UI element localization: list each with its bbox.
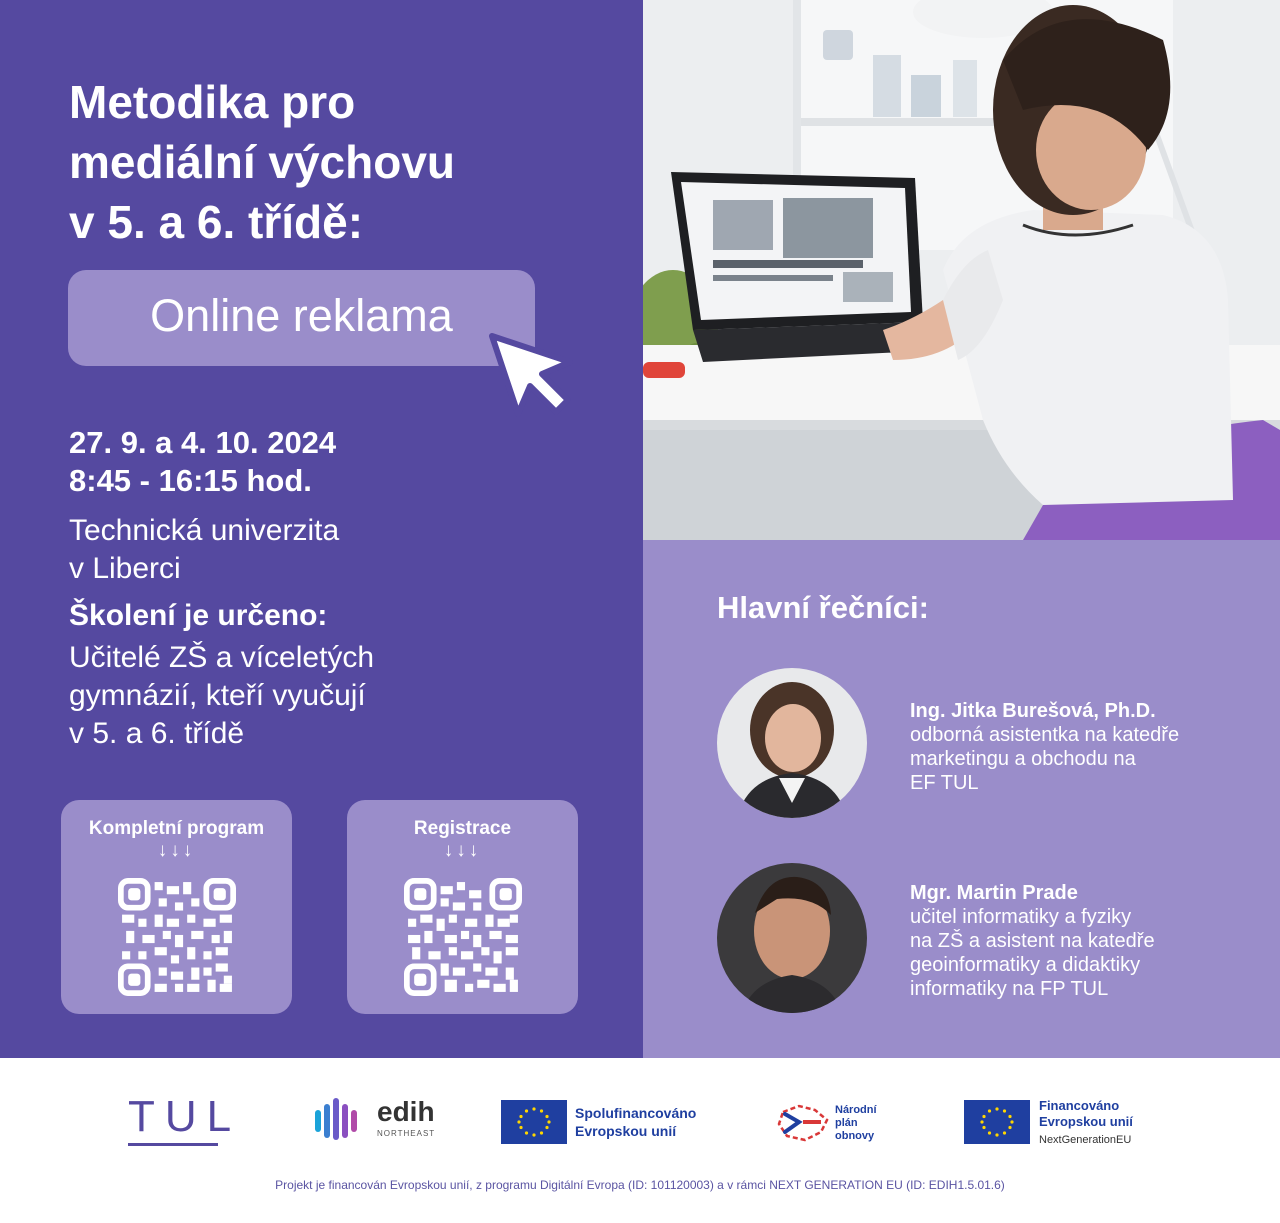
speaker-role-line: na ZŠ a asistent na katedře [910,930,1155,952]
speaker-photo-female [717,668,867,818]
eu-cofunded-text [575,1104,725,1140]
speakers-panel [643,540,1280,1058]
speaker-name: Ing. Jitka Burešová, Ph.D. [910,700,1156,722]
title-line: v 5. a 6. třídě: [69,196,364,248]
audience-line: Učitelé ZŠ a víceletých [69,641,375,674]
eu-nextgen-sub: NextGenerationEU [1039,1134,1132,1146]
audience-heading: Školení je určeno: [69,599,328,632]
footer [0,1058,1280,1223]
eu-nextgen-text [1039,1098,1179,1148]
qr-card-label: Kompletní program [88,818,265,839]
audience-line: v 5. a 6. třídě [69,717,245,750]
avatar [717,863,867,1013]
speaker-role-line: odborná asistentka na katedře [910,724,1180,746]
title-line: Metodika pro [69,76,356,128]
avatar [717,668,867,818]
npo-text-line: Národní [835,1104,877,1116]
edih-bars-icon [315,1098,365,1140]
npo-text [835,1104,895,1143]
venue-line: Technická univerzita [69,514,340,547]
venue [69,512,339,588]
speaker-role-line: EF TUL [910,772,979,794]
audience-text [69,639,374,753]
topic-label: Online reklama [150,290,453,341]
program-qr-card[interactable] [61,800,292,1014]
npo-map-icon [777,1102,829,1144]
left-panel [0,0,643,1058]
speaker-role-line: informatiky na FP TUL [910,978,1109,1000]
speakers-heading: Hlavní řečníci: [717,590,929,625]
speaker-role-line: učitel informatiky a fyziky [910,906,1132,928]
cursor-icon [486,328,578,420]
topic-pill [68,270,535,366]
time-line: 8:45 - 16:15 hod. [69,463,312,498]
eu-flag-icon [964,1100,1030,1144]
eu-text-line: Financováno [1039,1098,1120,1113]
eu-text-line: Spolufinancováno [575,1105,697,1121]
qr-code-icon[interactable] [118,878,236,996]
page-title [69,72,629,252]
edih-logo-text: edih [377,1096,435,1127]
eu-text-line: Evropskou unií [575,1123,677,1139]
funding-footnote: Projekt je financován Evropskou unií, z programu Digitální Evropa (ID: 101120003) a v rámci NEXT GENERATION EU (ID: EDIH1.5.01.6) [275,1178,1005,1192]
npo-text-line: plán [835,1117,858,1129]
venue-line: v Liberci [69,552,181,585]
hero-photo [643,0,1280,540]
tul-logo [128,1094,241,1146]
arrows-down-icon: ↓↓↓ [157,840,196,861]
speaker-photo-male [717,863,867,1013]
qr-code-icon[interactable] [404,878,522,996]
registration-qr-card[interactable] [347,800,578,1014]
date-line: 27. 9. a 4. 10. 2024 [69,425,337,460]
speaker-name: Mgr. Martin Prade [910,882,1078,904]
edih-logo [315,1098,445,1148]
speaker-bio [910,881,1155,1001]
event-date [69,424,336,500]
speaker-role-line: geoinformatiky a didaktiky [910,954,1141,976]
arrows-down-icon: ↓↓↓ [443,840,482,861]
eu-text-line: Evropskou unií [1039,1114,1133,1129]
eu-flag-icon [501,1100,567,1144]
student-laptop-illustration [643,0,1280,540]
edih-logo-subtext: NORTHEAST [377,1129,436,1138]
audience-line: gymnázií, kteří vyučují [69,679,366,712]
speaker-role-line: marketingu a obchodu na [910,748,1136,770]
title-line: mediální výchovu [69,136,456,188]
npo-text-line: obnovy [835,1130,875,1142]
speaker-bio [910,699,1179,795]
qr-card-label: Registrace [413,818,512,839]
tul-logo-text: TUL [128,1092,242,1141]
